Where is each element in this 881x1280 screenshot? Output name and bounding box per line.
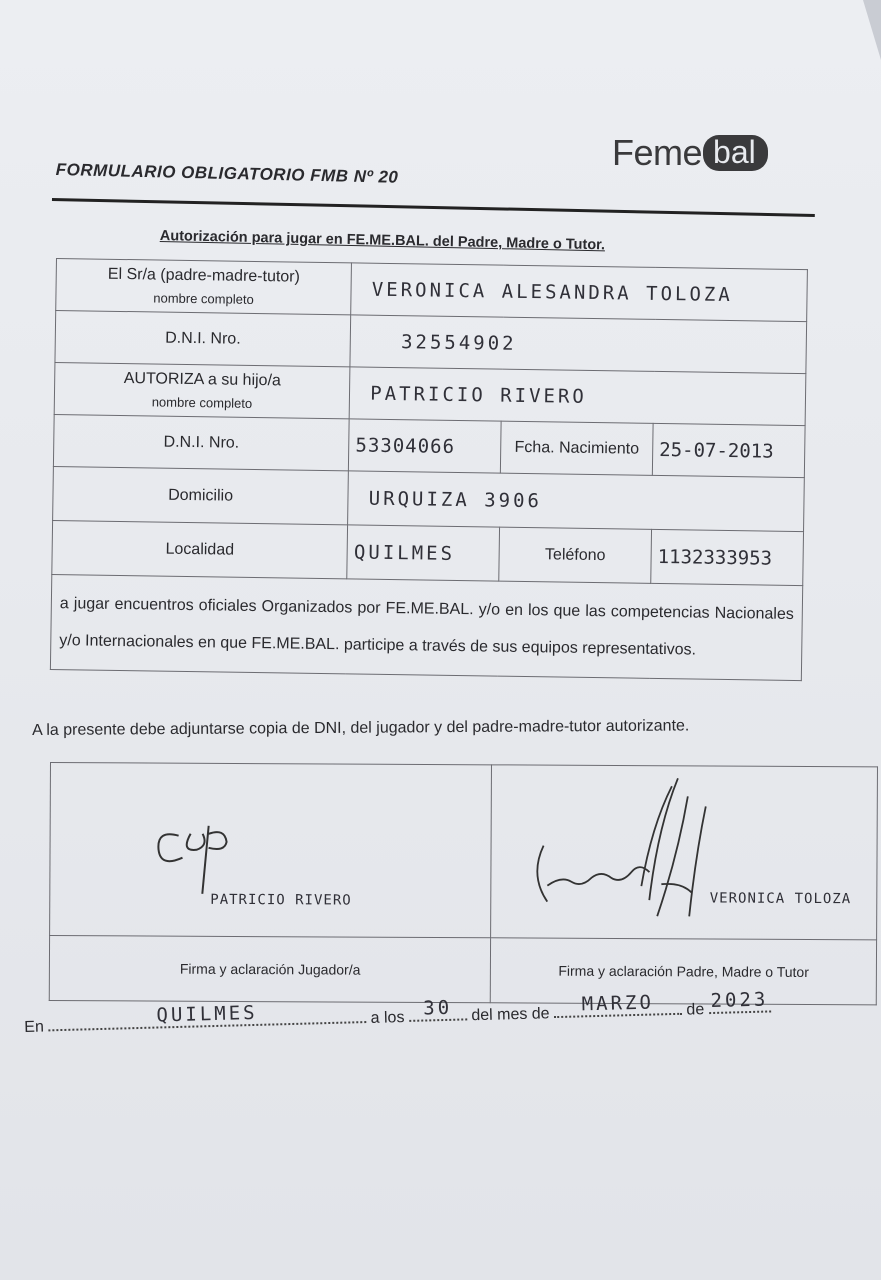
place-value: QUILMES bbox=[156, 1001, 258, 1027]
locality-value: QUILMES bbox=[353, 540, 456, 565]
en-label: En bbox=[24, 1018, 45, 1036]
address-label: Domicilio bbox=[53, 466, 349, 524]
parent-label: El Sr/a (padre-madre-tutor) bbox=[107, 265, 301, 286]
femebal-logo bbox=[612, 128, 768, 178]
locality-cell[interactable] bbox=[347, 525, 500, 581]
child-name-value: PATRICIO RIVERO bbox=[370, 382, 588, 408]
logo-pill: bal bbox=[703, 135, 768, 171]
page-corner bbox=[863, 0, 881, 60]
child-dni-cell[interactable] bbox=[349, 419, 502, 473]
parent-sublabel: nombre completo bbox=[153, 290, 254, 307]
year-field[interactable] bbox=[708, 988, 770, 1014]
parent-label-cell bbox=[56, 259, 352, 315]
child-dni-label: D.N.I. Nro. bbox=[53, 414, 349, 470]
day-field[interactable] bbox=[409, 996, 467, 1022]
child-dni-value: 53304066 bbox=[355, 433, 456, 458]
year-value: 2023 bbox=[710, 988, 769, 1013]
phone-cell[interactable] bbox=[651, 529, 804, 585]
address-value: URQUIZA 3906 bbox=[368, 487, 543, 512]
birth-date-value: 25-07-2013 bbox=[659, 438, 774, 463]
form-subtitle: Autorización para jugar en FE.ME.BAL. del Padre, Madre o Tutor. bbox=[159, 228, 606, 254]
month-field[interactable] bbox=[554, 991, 682, 1018]
parent-signature-box[interactable] bbox=[491, 765, 877, 940]
attachment-note: A la presente debe adjuntarse copia de DNI, del jugador y del padre-madre-tutor autorizante. bbox=[32, 717, 690, 739]
parent-name-cell[interactable] bbox=[351, 263, 807, 322]
locality-label: Localidad bbox=[52, 520, 348, 578]
signature-table bbox=[49, 762, 878, 1005]
signature-row bbox=[50, 763, 878, 940]
birth-label: Fcha. Nacimiento bbox=[501, 421, 654, 475]
phone-label: Teléfono bbox=[499, 527, 652, 583]
day-value: 30 bbox=[422, 996, 453, 1020]
form-title: FORMULARIO OBLIGATORIO FMB Nº 20 bbox=[55, 160, 399, 187]
child-label: AUTORIZA a su hijo/a bbox=[123, 370, 282, 390]
birth-date-cell[interactable] bbox=[652, 423, 805, 477]
logo-text: Feme bbox=[612, 132, 703, 173]
authorization-text-row bbox=[50, 574, 802, 680]
month-label: del mes de bbox=[471, 1005, 550, 1025]
address-cell[interactable] bbox=[348, 471, 805, 532]
child-sublabel: nombre completo bbox=[151, 394, 253, 411]
parent-dni-label: D.N.I. Nro. bbox=[55, 311, 351, 367]
parent-name-value: VERONICA ALESANDRA TOLOZA bbox=[371, 278, 733, 306]
year-label: de bbox=[686, 1001, 705, 1019]
phone-value: 1132333953 bbox=[657, 545, 773, 570]
player-signature-caption: Firma y aclaración Jugador/a bbox=[49, 936, 491, 1003]
parent-printed-name: VERONICA TOLOZA bbox=[709, 890, 852, 908]
player-signature-icon bbox=[50, 763, 493, 935]
parent-dni-value: 32554902 bbox=[400, 330, 517, 355]
month-value: MARZO bbox=[581, 991, 655, 1016]
authorization-table bbox=[50, 258, 808, 681]
parent-signature-caption: Firma y aclaración Padre, Madre o Tutor bbox=[491, 938, 877, 1005]
day-label: a los bbox=[370, 1009, 405, 1027]
child-name-cell[interactable] bbox=[349, 367, 805, 426]
authorization-text: a jugar encuentros oficiales Organizados por FE.ME.BAL. y/o en los que las competencias Nacionales y/o Internacionales en que FE.ME.BAL. participe a través de sus equipos representativos. bbox=[50, 574, 802, 680]
parent-dni-cell[interactable] bbox=[350, 315, 806, 374]
parent-signature-icon bbox=[492, 765, 879, 937]
player-printed-name: PATRICIO RIVERO bbox=[210, 891, 352, 909]
child-label-cell bbox=[54, 362, 350, 418]
player-signature-box[interactable] bbox=[50, 763, 492, 938]
